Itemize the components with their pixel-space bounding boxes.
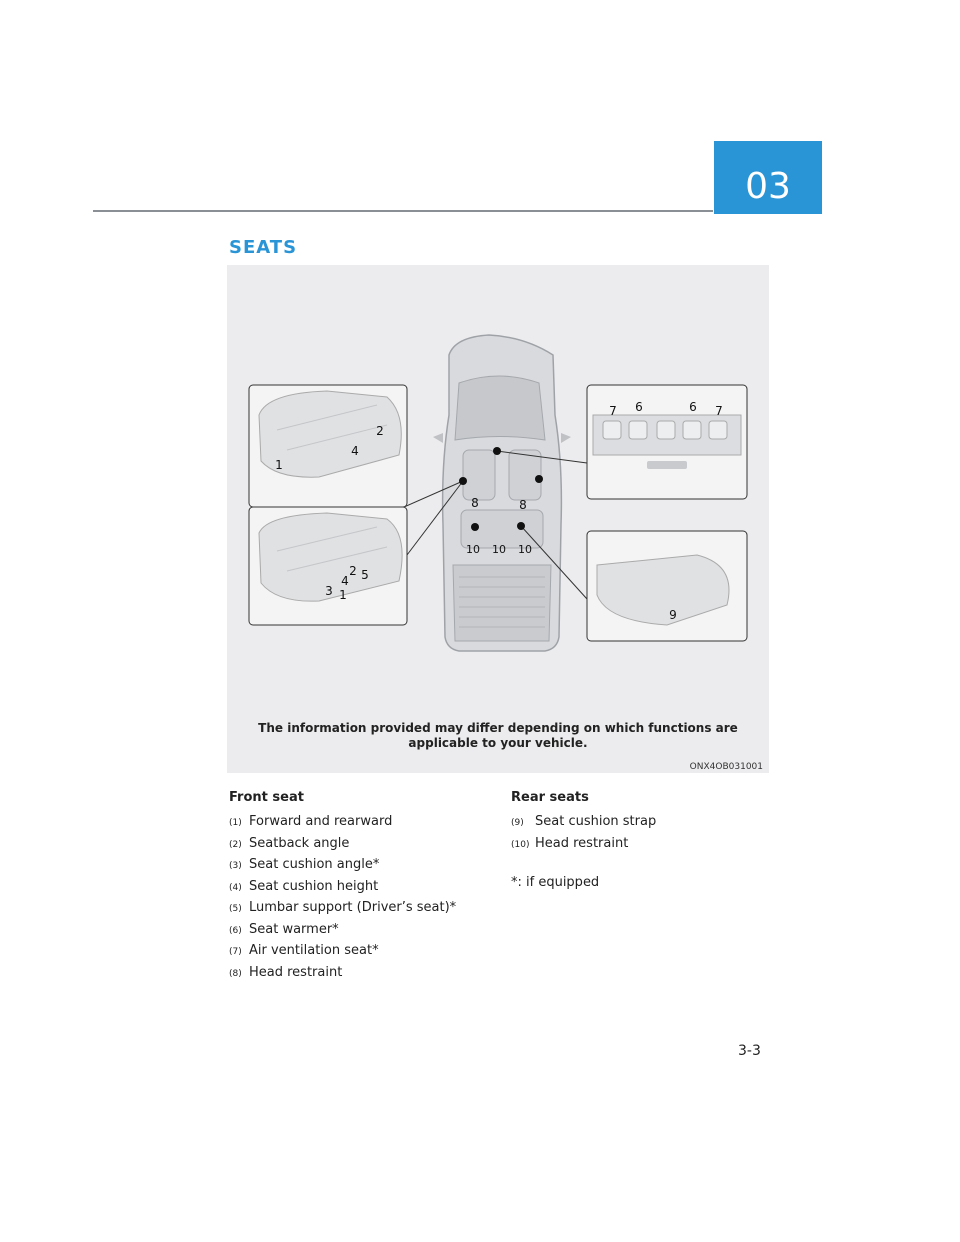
list-item: (1) Forward and rearward (229, 814, 393, 829)
list-item: (2) Seatback angle (229, 835, 350, 851)
front-seat-inset-upper (249, 385, 407, 507)
callout-car-8b: 8 (519, 498, 527, 512)
chapter-tab: 03 (714, 141, 822, 214)
footnote: *: if equipped (511, 875, 600, 890)
list-item: (8) Head restraint (229, 964, 343, 980)
front-seat-heading: Front seat (229, 790, 304, 805)
callout-car-10c: 10 (518, 543, 532, 556)
callout-seat-lower-2: 2 (349, 564, 357, 578)
callout-seat-lower-4: 4 (341, 574, 349, 588)
rear-seats-list (511, 790, 771, 890)
callout-seat-lower-5: 5 (361, 568, 369, 582)
callout-panel-7b: 7 (715, 404, 723, 418)
callout-panel-6a: 6 (635, 400, 643, 414)
callout-panel-7a: 7 (609, 404, 617, 418)
list-item: (4) Seat cushion height (229, 878, 379, 894)
figure-code: ONX4OB031001 (689, 762, 763, 772)
rear-seat-inset (587, 531, 747, 641)
section-title: SEATS (229, 237, 298, 258)
list-item: (6) Seat warmer* (229, 921, 339, 937)
front-seat-list (229, 790, 499, 984)
callout-panel-6b: 6 (689, 400, 697, 414)
front-seat-inset-lower (249, 507, 407, 625)
callout-seat-lower-3: 3 (325, 584, 333, 598)
list-item: (5) Lumbar support (Driver’s seat)* (229, 900, 457, 915)
callout-rear-9: 9 (669, 608, 677, 622)
seats-figure (227, 265, 769, 773)
callout-seat-lower-1: 1 (339, 588, 347, 602)
list-item: (7) Air ventilation seat* (229, 943, 379, 958)
figure-caption: The information provided may differ depending on which functions are applicable to your vehicle. (258, 721, 738, 750)
callout-seat-upper-1: 1 (275, 458, 283, 472)
rear-seats-heading: Rear seats (511, 790, 589, 805)
seats-illustration (227, 265, 769, 773)
callout-car-10a: 10 (466, 543, 480, 556)
page-number: 3-3 (738, 1043, 761, 1059)
seat-switch-panel-inset (587, 385, 747, 499)
callout-seat-upper-4: 4 (351, 444, 359, 458)
list-item: (10) Head restraint (511, 835, 629, 851)
list-item: (3) Seat cushion angle* (229, 857, 380, 872)
header-rule (93, 210, 713, 212)
callout-car-10b: 10 (492, 543, 506, 556)
callout-seat-upper-2: 2 (376, 424, 384, 438)
callout-car-8a: 8 (471, 496, 479, 510)
list-item: (9) Seat cushion strap (511, 814, 657, 829)
